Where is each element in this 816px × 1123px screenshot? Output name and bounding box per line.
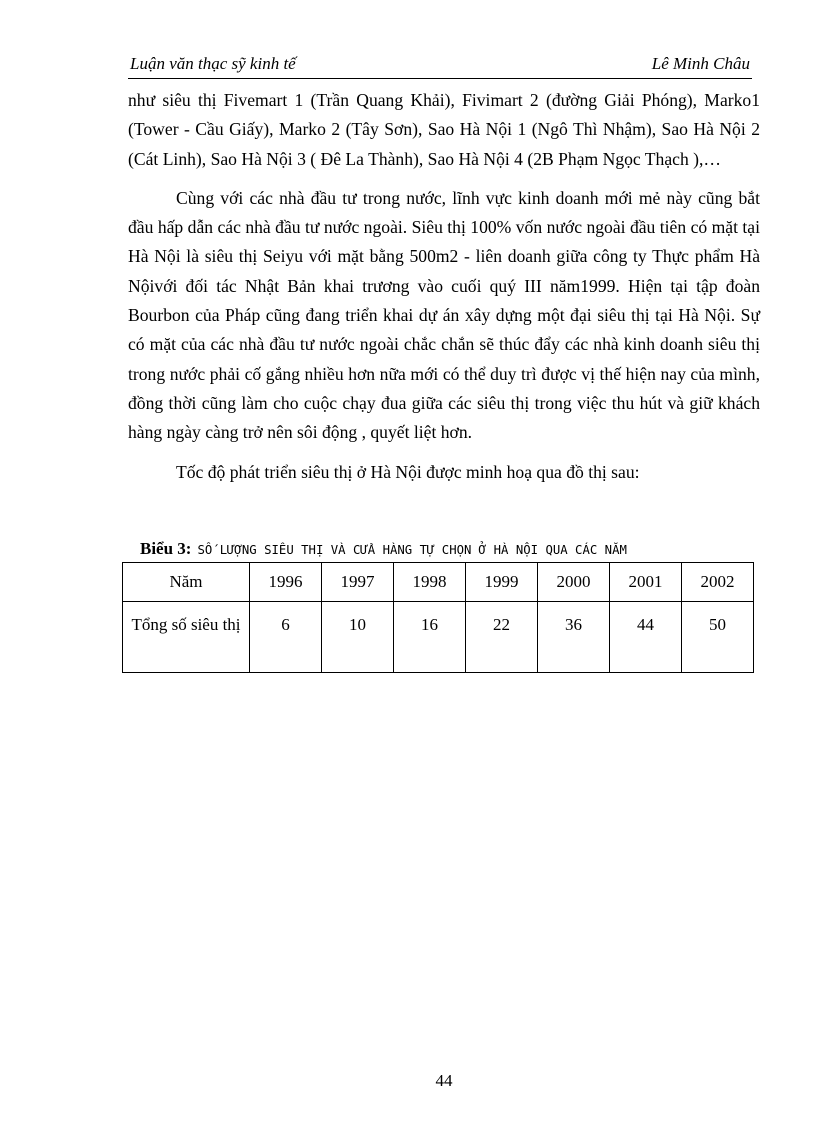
caption-label: Biểu 3:: [140, 539, 192, 558]
year-cell: 1997: [322, 563, 394, 602]
paragraph-chart-intro: Tốc độ phát triển siêu thị ở Hà Nội được minh hoạ qua đồ thị sau:: [176, 461, 640, 482]
header-document-title: Luận văn thạc sỹ kinh tế: [130, 54, 296, 73]
value-cell: 16: [394, 602, 466, 673]
year-cell: 2000: [538, 563, 610, 602]
page-number: 44: [435, 1071, 453, 1090]
year-cell: 2002: [682, 563, 754, 602]
year-cell: 1998: [394, 563, 466, 602]
table-caption: [140, 539, 780, 559]
row-label-year: Năm: [123, 563, 250, 602]
year-cell: 2001: [610, 563, 682, 602]
body-text: [128, 86, 760, 487]
value-cell: 36: [538, 602, 610, 673]
value-cell: 50: [682, 602, 754, 673]
header-author: Lê Minh Châu: [651, 54, 750, 73]
value-cell: 10: [322, 602, 394, 673]
year-cell: 1996: [250, 563, 322, 602]
paragraph-foreign-investors: Cùng với các nhà đầu tư trong nước, lĩnh vực kinh doanh mới mẻ này cũng bắt đầu hấp dẫn các nhà đầu tư nước ngoài. Siêu thị 100% vốn nước ngoài đầu tiên có mặt tại Hà Nội là siêu thị Seiyu với mặt bằng 500m2 - liên doanh giữa công ty Thực phẩm Hà Nộivới đối tác Nhật Bản khai trương vào cuối quý III năm1999. Hiện tại tập đoàn Bourbon của Pháp cũng đang triển khai dự án xây dựng một đại siêu thị tại Hà Nội. Sự có mặt của các nhà đầu tư nước ngoài chắc chắn sẽ thúc đẩy các nhà kinh doanh siêu thị trong nước phải cố gắng nhiều hơn nữa mới có thể duy trì được vị thế hiện nay của mình, đồng thời cũng làm cho cuộc chạy đua giữa các siêu thị trong việc thu hút và giữ khách hàng ngày càng trở nên sôi động , quyết liệt hơn.: [128, 187, 760, 443]
value-cell: 22: [466, 602, 538, 673]
page-header: [128, 52, 752, 79]
value-cell: 6: [250, 602, 322, 673]
table-row-years: [123, 563, 754, 602]
year-cell: 1999: [466, 563, 538, 602]
paragraph-supermarket-list: như siêu thị Fivemart 1 (Trần Quang Khải), Fivimart 2 (đường Giải Phóng), Marko1 (Tower - Cầu Giấy), Marko 2 (Tây Sơn), Sao Hà Nội 1 (Ngô Thì Nhậm), Sao Hà Nội 2 (Cát Linh), Sao Hà Nội 3 ( Đê La Thành), Sao Hà Nội 4 (2B Phạm Ngọc Thạch ),…: [128, 90, 760, 169]
supermarket-count-table: [122, 562, 754, 673]
value-cell: 44: [610, 602, 682, 673]
table-row-totals: [123, 602, 754, 673]
row-label-total: Tổng số siêu thị: [123, 602, 250, 673]
caption-title: SỐ LƯỢNG SIÊU THỊ VÀ CỬA HÀNG TỰ CHỌN Ở HÀ NỘI QUA CÁC NĂM: [197, 543, 627, 557]
